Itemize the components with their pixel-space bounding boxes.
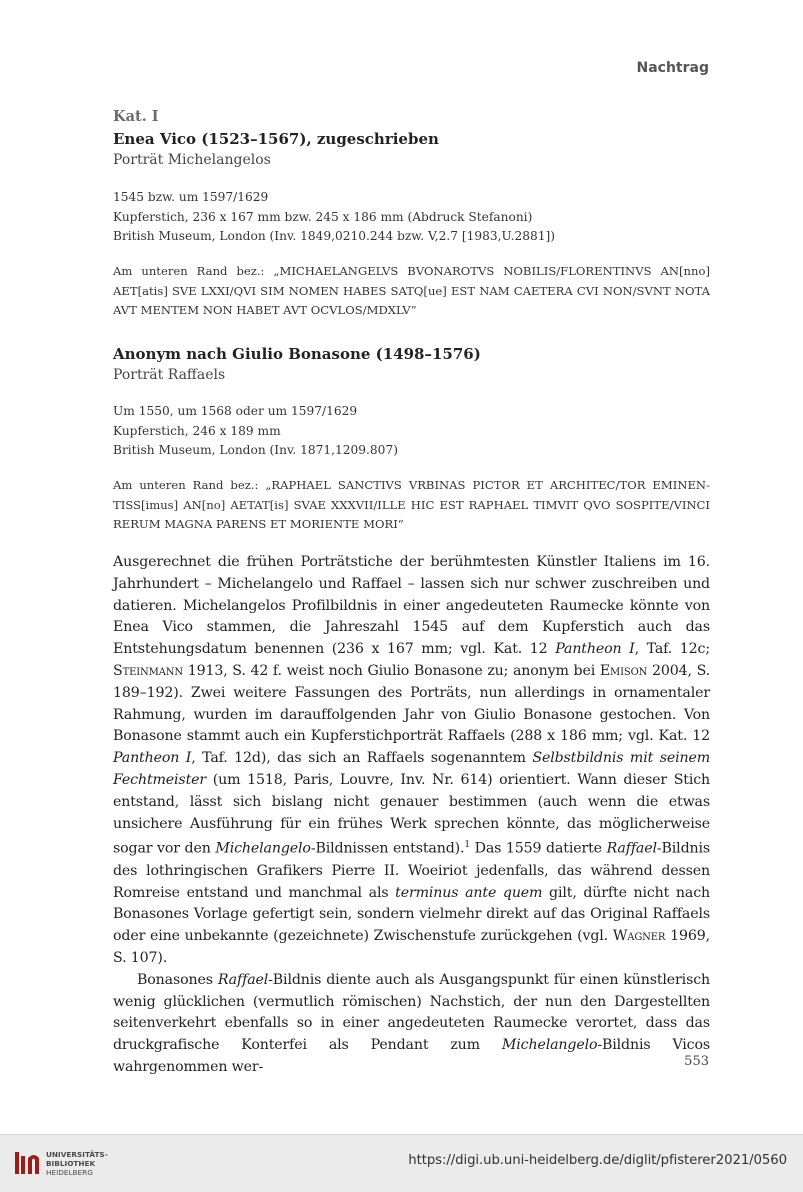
entry2-title: Anonym nach Giulio Bonasone (1498–1576) (113, 345, 481, 363)
artwork-title: Raffael (217, 971, 269, 988)
permalink-url[interactable]: https://digi.ub.uni-heidelberg.de/diglit/pfisterer2021/0560 (408, 1153, 787, 1168)
entry1-title: Enea Vico (1523–1567), zugeschrieben (113, 130, 439, 148)
entry1-location: British Museum, London (Inv. 1849,0210.244 bzw. V,2.7 [1983,U.2881]) (113, 229, 556, 243)
entry2-heading (113, 344, 710, 385)
catalog-number: Kat. I (113, 108, 159, 125)
entry1-inscription: Am unteren Rand bez.: „MICHAELANGELVS BVONAROTVS NOBILIS/FLORENTINVS AN[nno] AET[atis] SVE LXXI/QVI SIM NOMEN HABES SATQ[ue] EST NAM CAETERA CVI NON/SVNT NOTA AVT MENTEM NON HABET AVT OCVLOS/MDXLV“ (113, 264, 710, 317)
artwork-title: Selbstbildnis mit seinem Fechtmeister (113, 750, 710, 788)
author-reference: Wagner (612, 928, 666, 945)
author-reference: Emison (599, 662, 648, 679)
entry1-heading (113, 129, 710, 170)
footer-bar (0, 1134, 803, 1192)
entry2-meta (113, 402, 710, 461)
artwork-title: Raffael (606, 841, 657, 858)
entry2-location: British Museum, London (Inv. 1871,1209.807) (113, 443, 398, 457)
entry2-inscription: Am unteren Rand bez.: „RAPHAEL SANCTIVS VRBINAS PICTOR ET ARCHITEC/TOR EMINEN-TISS[imus] AN[no] AETAT[is] SVAE XXXVII/ILLE HIC EST RAPHAEL TIMVIT QVO SOSPITE/VINCI RERUM MAGNA PARENS ET MORIENTE MORI“ (113, 478, 710, 531)
body-paragraph-2: Bonasones Raffael-Bildnis diente auch als Ausgangspunkt für einen künstlerisch wenig glücklichen (vermutlich römischen) Nachstich, der nun den Dargestellten seitenverkehrt ebenfalls so in einer angedeuteten Raumecke verortet, dass das druckgrafische Konterfei als Pendant zum Michelangelo-Bildnis Vicos wahrgenommen wer- (113, 971, 710, 1076)
entry1-meta (113, 188, 710, 247)
latin-term: terminus ante quem (395, 884, 543, 901)
artwork-title: Michelangelo (501, 1037, 598, 1054)
citation-title: Pantheon I (555, 641, 635, 658)
running-head: Nachtrag (636, 60, 709, 76)
entry2-date: Um 1550, um 1568 oder um 1597/1629 (113, 404, 358, 418)
author-reference: Steinmann (113, 662, 184, 679)
page-number: 553 (684, 1054, 709, 1069)
artwork-title: Michelangelo (215, 841, 311, 858)
library-name: UNIVERSITÄTS- BIBLIOTHEK HEIDELBERG (46, 1150, 108, 1177)
entry1-technique: Kupferstich, 236 x 167 mm bzw. 245 x 186 mm (Abdruck Stefanoni) (113, 209, 533, 224)
footnote-marker[interactable]: 1 (464, 840, 470, 851)
university-library-logo-icon (12, 1148, 42, 1178)
citation-title: Pantheon I (113, 750, 192, 767)
body-text (113, 552, 710, 1079)
entry1-date: 1545 bzw. um 1597/1629 (113, 190, 269, 204)
entry1-subtitle: Porträt Michelangelos (113, 152, 271, 168)
entry2-technique: Kupferstich, 246 x 189 mm (113, 423, 281, 438)
entry2-subtitle: Porträt Raffaels (113, 367, 226, 383)
body-paragraph-1: Ausgerechnet die frühen Porträtstiche der berühmtesten Künstler Italiens im 16. Jahrhundert – Michelangelo und Raffael – lassen sich nur schwer zuschreiben und datieren. Michelangelos Profilbildnis in einer angedeuteten Raumecke könnte von Enea Vico stammen, die Jahreszahl 1545 auf dem Kupferstich auch das Entstehungsdatum benennen (236 x 167 mm; vgl. Kat. 12 Pantheon I, Taf. 12c; Steinmann 1913, S. 42 f. weist noch Giulio Bonasone zu; anonym bei Emison 2004, S. 189–192). Zwei weitere Fassungen des Porträts, nun allerdings in ornamentaler Rahmung, wurden im darauffolgenden Jahr von Giulio Bonasone gestochen. Von Bonasone stammt auch ein Kupferstichporträt Raffaels (288 x 186 mm; vgl. Kat. 12 Pantheon I, Taf. 12d), das sich an Raffaels sogenanntem Selbstbildnis mit seinem Fechtmeister (um 1518, Paris, Louvre, Inv. Nr. 614) orientiert. Wann dieser Stich entstand, lässt sich bislang nicht genauer bestimmen (auch wenn die etwas unsichere Ausführung für ein frühes Werk sprechen könnte, das möglicherweise sogar vor den Michelangelo-Bildnissen entstand).$^1$ Das 1559 datierte Raffael-Bildnis des lothringischen Grafikers Pierre II. Woeiriot jedenfalls, das während dessen Romreise entstand und manchmal als terminus ante quem gilt, dürfte nicht nach Bonasones Vorlage gefertigt sein, sondern vielmehr direkt auf das Original Raffaels oder eine unbekannte (gezeichnete) Zwischenstufe zurückgehen (vgl. Wagner 1969, S. 107). (113, 554, 711, 967)
